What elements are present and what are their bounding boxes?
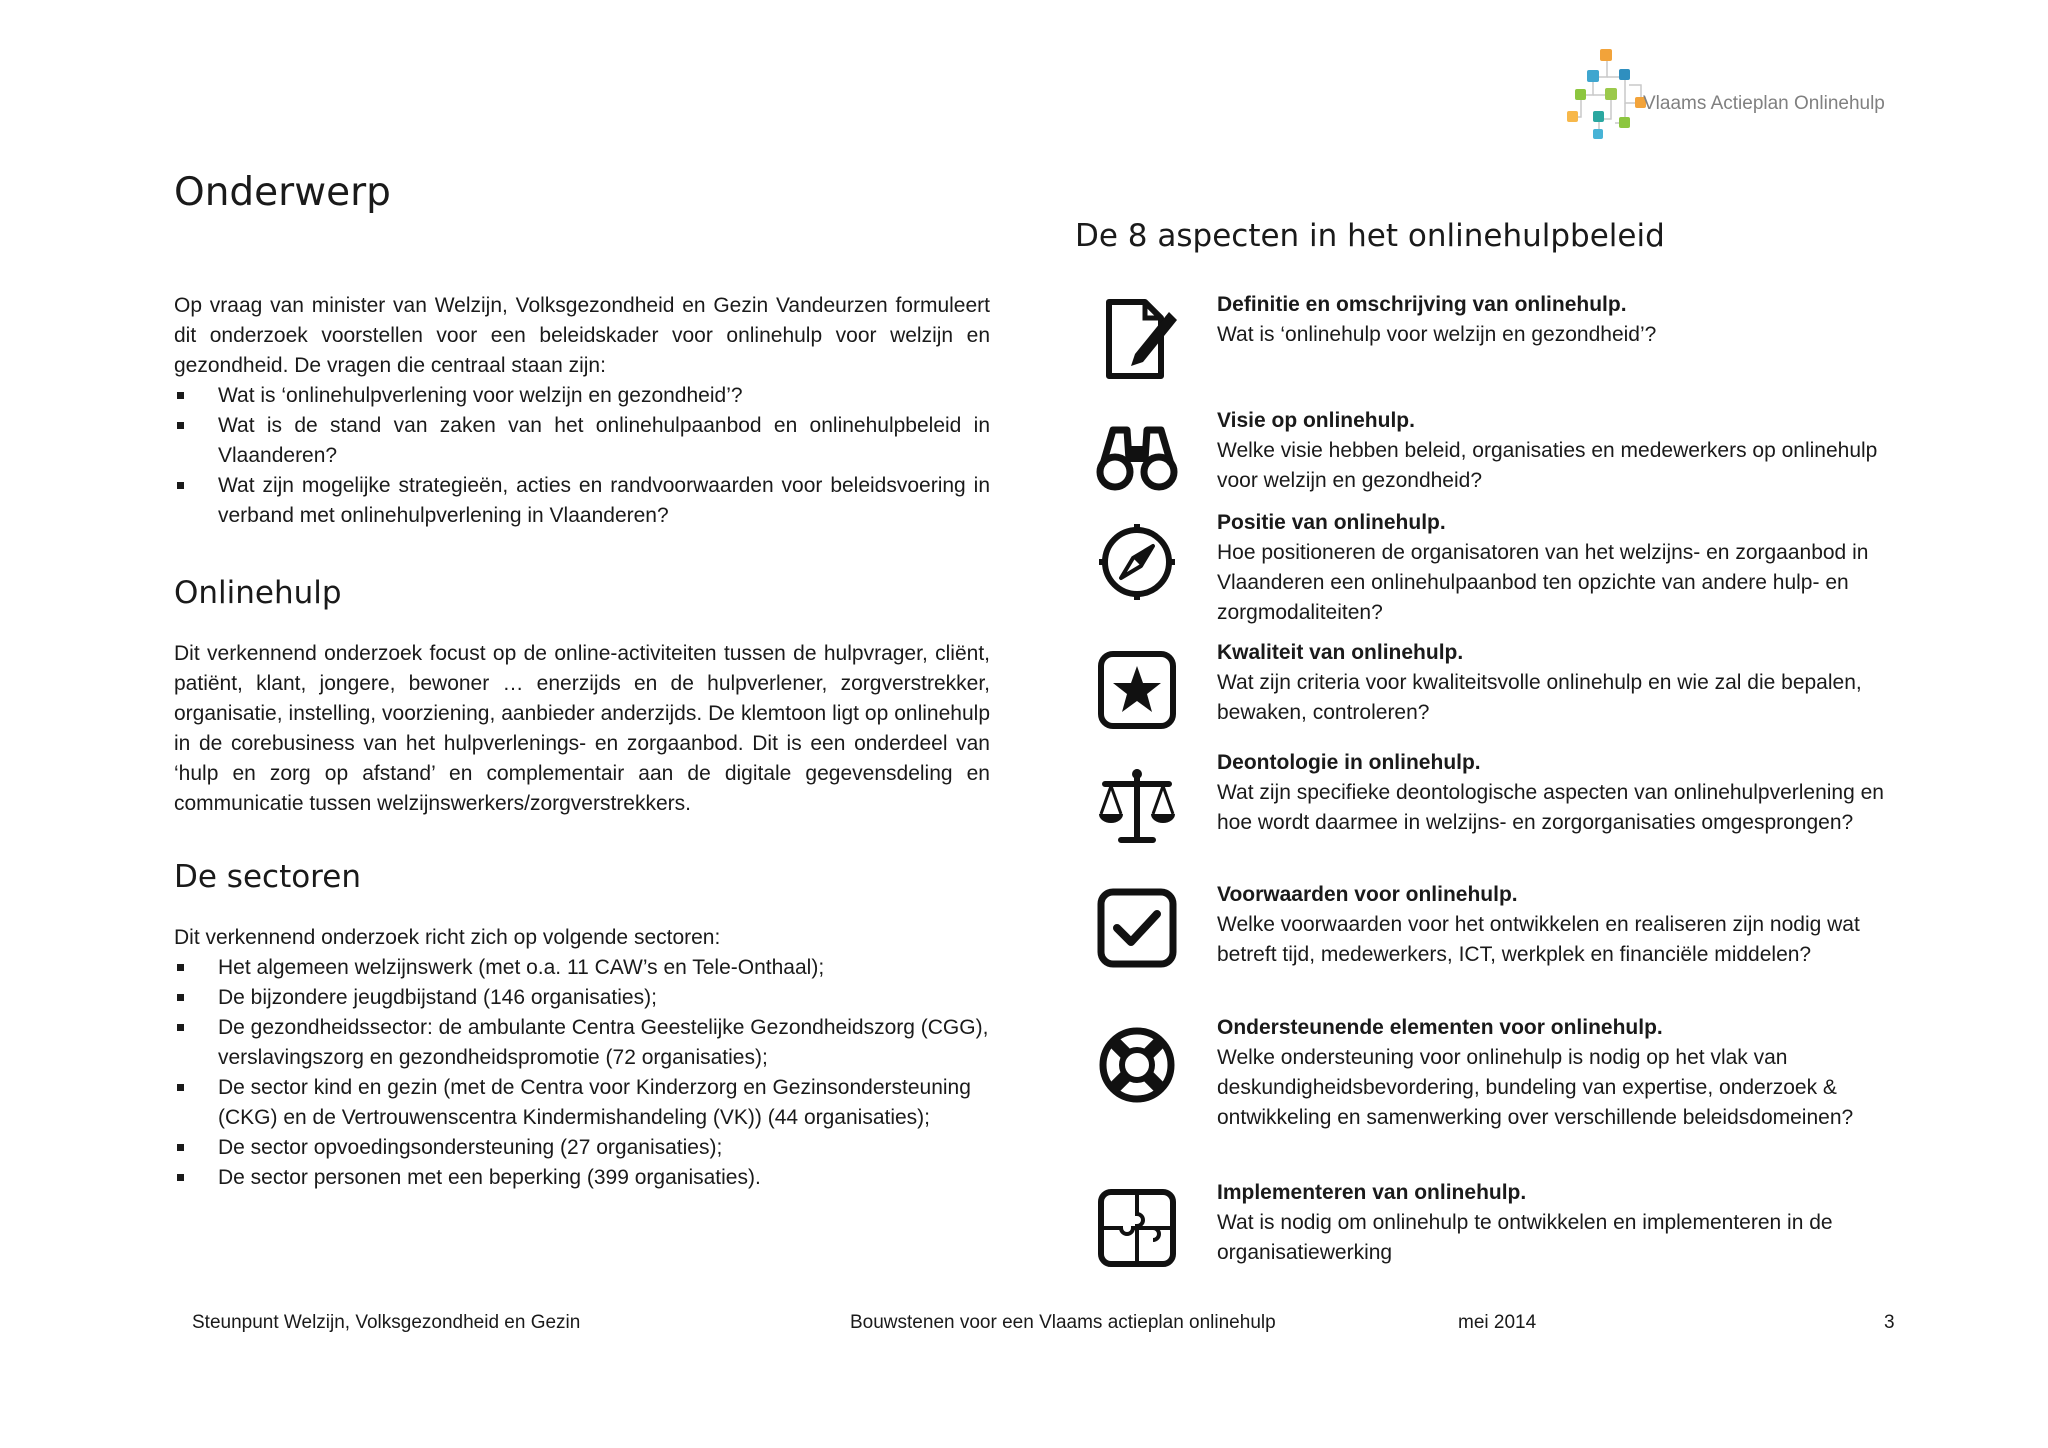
lifebuoy-icon [1095,1023,1179,1107]
aspect-title: Definitie en omschrijving van onlinehulp. [1217,293,1627,316]
list-item: Wat is ‘onlinehulpverlening voor welzijn en gezondheid’? [174,381,990,411]
checkbox-icon [1095,886,1179,970]
scales-icon [1095,764,1179,848]
onlinehulp-text: Dit verkennend onderzoek focust op de online-activiteiten tussen de hulpvrager, cliënt, patiënt, klant, jongere, bewoner … enerzijds en de hulpverlener, zorgverstrekker, organisatie, instelling, voorziening, aanbieder anderzijds. De klemtoon ligt op onlinehulp in de corebusiness van het hulpverlenings- en zorgaanbod. Dit is een onderdeel van ‘hulp en zorg op afstand’ en complementair aan de digitale gegevensdeling en communicatie tussen welzijnswerkers/zorgverstrekkers. [174,642,990,815]
footer-organization: Steunpunt Welzijn, Volksgezondheid en Gezin [192,1312,581,1333]
aspect-title: Ondersteunende elementen voor onlinehulp. [1217,1016,1663,1039]
aspect-description: Wat is nodig om onlinehulp te ontwikkelen en implementeren in de organisatiewerking [1217,1211,1833,1264]
sectoren-heading: De sectoren [174,859,361,895]
aspect-title: Implementeren van onlinehulp. [1217,1181,1527,1204]
list-item: Wat zijn mogelijke strategieën, acties en randvoorwaarden voor beleidsvoering in verband met onlinehulpverlening in Vlaanderen? [174,471,990,531]
list-item: De bijzondere jeugdbijstand (146 organisaties); [174,983,990,1013]
list-item: De sector opvoedingsondersteuning (27 organisaties); [174,1133,990,1163]
onderwerp-intro: Op vraag van minister van Welzijn, Volksgezondheid en Gezin Vandeurzen formuleert dit onderzoek voorstellen voor een beleidskader voor onlinehulp voor welzijn en gezondheid. De vragen die centraal staan zijn: [174,294,990,377]
sectoren-list [174,953,990,1193]
aspect-title: Visie op onlinehulp. [1217,409,1415,432]
aspect-title: Deontologie in onlinehulp. [1217,751,1481,774]
document-pen-icon [1095,296,1179,380]
compass-icon [1095,520,1179,604]
aspect-item [1075,290,1895,390]
aspect-title: Positie van onlinehulp. [1217,511,1446,534]
aspect-item [1075,508,1895,628]
onderwerp-questions [174,381,990,531]
puzzle-icon [1095,1186,1179,1270]
aspect-item [1075,1013,1895,1133]
aspect-title: Kwaliteit van onlinehulp. [1217,641,1464,664]
logo-text: Vlaams Actieplan Onlinehulp [1643,93,1885,114]
aspect-item [1075,1178,1895,1278]
sectoren-intro: Dit verkennend onderzoek richt zich op volgende sectoren: [174,926,721,949]
star-box-icon [1095,648,1179,732]
footer-date: mei 2014 [1458,1312,1537,1333]
left-column [174,170,990,1193]
footer-report-title: Bouwstenen voor een Vlaams actieplan onlinehulp [850,1312,1276,1333]
aspect-description: Hoe positioneren de organisatoren van het welzijns- en zorgaanbod in Vlaanderen een onlinehulpaanbod ten opzichte van andere hulp- en zorgmodaliteiten? [1217,541,1869,624]
aspect-title: Voorwaarden voor onlinehulp. [1217,883,1518,906]
aspect-description: Wat is ‘onlinehulp voor welzijn en gezondheid’? [1217,323,1657,346]
aspect-item [1075,748,1895,868]
page-number: 3 [1884,1312,1895,1333]
aspect-description: Welke voorwaarden voor het ontwikkelen en realiseren zijn nodig wat betreft tijd, medewerkers, ICT, werkplek en financiële middelen? [1217,913,1860,966]
onderwerp-heading: Onderwerp [174,170,391,215]
onlinehulp-heading: Onlinehulp [174,575,342,611]
list-item: De gezondheidssector: de ambulante Centra Geestelijke Gezondheidszorg (CGG), verslavingszorg en gezondheidspromotie (72 organisaties); [174,1013,990,1073]
list-item: De sector kind en gezin (met de Centra voor Kinderzorg en Gezinsondersteuning (CKG) en de Vertrouwenscentra Kindermishandeling (VK)) (44 organisaties); [174,1073,990,1133]
aspect-item [1075,406,1895,496]
aspect-description: Wat zijn criteria voor kwaliteitsvolle onlinehulp en wie zal die bepalen, bewaken, controleren? [1217,671,1862,724]
aspect-item [1075,880,1895,1000]
aspects-heading: De 8 aspecten in het onlinehulpbeleid [1075,218,1665,254]
aspect-description: Welke ondersteuning voor onlinehulp is nodig op het vlak van deskundigheidsbevordering, bundeling van expertise, onderzoek & ontwikkeling en samenwerking over verschillende beleidsdomeinen? [1217,1046,1854,1129]
aspect-description: Wat zijn specifieke deontologische aspecten van onlinehulpverlening en hoe wordt daarmee in welzijns- en zorgorganisaties omgesprongen? [1217,781,1884,834]
list-item: Wat is de stand van zaken van het onlinehulpaanbod en onlinehulpbeleid in Vlaanderen? [174,411,990,471]
list-item: De sector personen met een beperking (399 organisaties). [174,1163,990,1193]
binoculars-icon [1095,416,1179,500]
list-item: Het algemeen welzijnswerk (met o.a. 11 CAW’s en Tele-Onthaal); [174,953,990,983]
aspect-description: Welke visie hebben beleid, organisaties en medewerkers op onlinehulp voor welzijn en gezondheid? [1217,439,1878,492]
aspect-item [1075,638,1895,738]
